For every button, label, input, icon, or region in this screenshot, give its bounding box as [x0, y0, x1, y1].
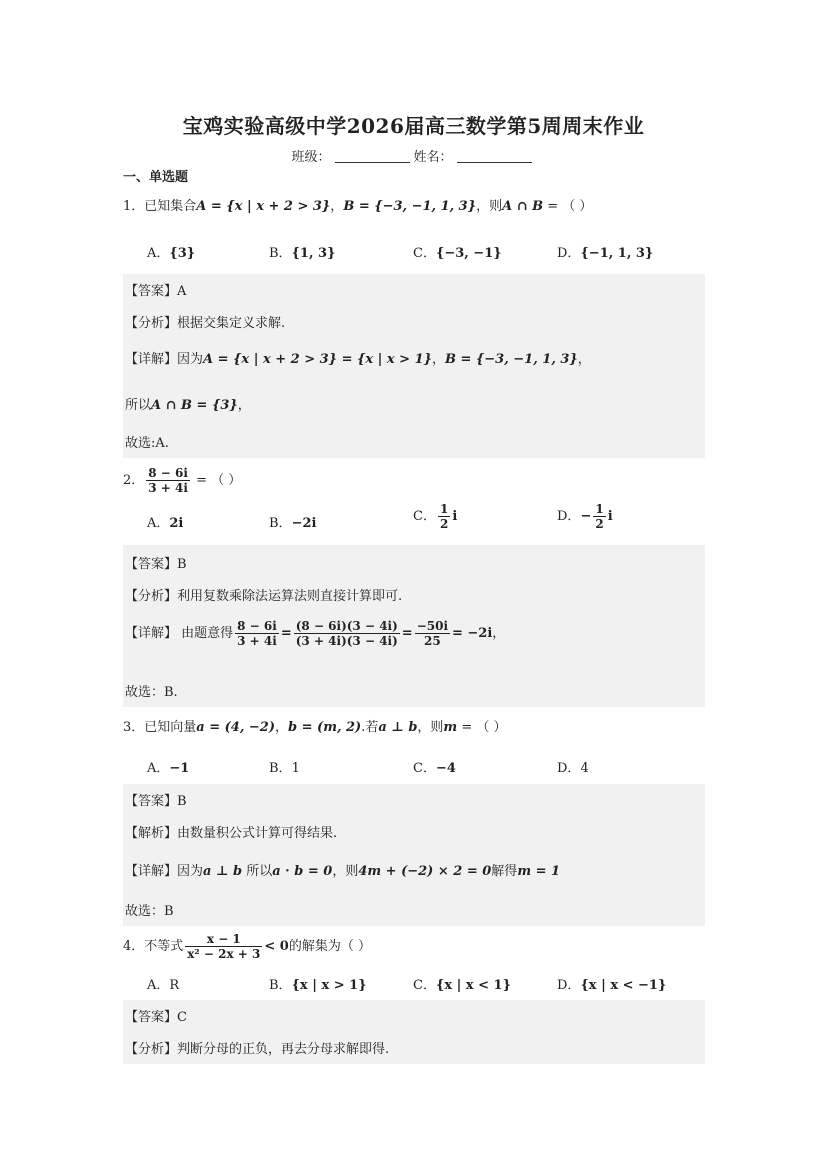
answer: 【答案】A: [125, 284, 187, 299]
choice: 故选：B.: [125, 685, 178, 700]
question-3-stem: 3．已知向量a = (4, −2)，b = (m, 2).若a ⊥ b，则m = （ ）: [123, 720, 507, 735]
answer: 【答案】B: [125, 794, 187, 809]
option-c: C．−4: [413, 761, 456, 776]
name-blank: [457, 150, 532, 163]
option-d: D．4: [557, 761, 589, 776]
answer: 【答案】B: [125, 557, 187, 572]
question-2-solution: [123, 545, 705, 707]
page-title: 宝鸡实验高级中学2026届高三数学第5周周末作业: [182, 114, 645, 138]
class-label: 班级：: [291, 150, 331, 165]
option-b: B．{x | x > 1}: [269, 978, 367, 993]
option-a: A．2i: [147, 516, 184, 531]
fraction: $\frac{8 - 6i}{3 + 4i}$: [148, 466, 188, 495]
option-c: C．{−3, −1}: [413, 246, 502, 261]
detail: 【详解】因为a ⊥ b 所以a · b = 0，则4m + (−2) × 2 = 0解得m = 1: [125, 864, 561, 879]
fraction: $\frac{x - 1}{\text{x² − 2x + 3}}$: [187, 932, 261, 961]
name-label: 姓名：: [413, 150, 453, 165]
set-b-math: B = {−3, −1, 1, 3}: [343, 199, 477, 214]
option-c: C．{x | x < 1}: [413, 978, 511, 993]
question-4-stem: 4．不等式 $\frac{x - 1}{\text{x² − 2x + 3}}$ < 0的解集为（ ）: [123, 932, 371, 961]
analysis: 【分析】根据交集定义求解.: [125, 316, 286, 331]
question-3-options: [147, 757, 707, 779]
choice: 故选：B: [125, 904, 174, 919]
option-a: A．R: [147, 978, 180, 993]
detail-conclusion: 所以A ∩ B = {3}，: [125, 398, 251, 413]
detail: 【详解】 由题意得 $\frac{8 - 6i}{3 + 4i}$ = $\frac{(8 - 6i)(3 - 4i)}{(3 + 4i)(3 - 4i)}$ = $\frac{-50i}{25}$ = −2i，: [125, 619, 506, 648]
student-info-line: [0, 146, 827, 165]
analysis: 【解析】由数量积公式计算可得结果.: [125, 826, 338, 841]
option-b: B．{1, 3}: [269, 246, 336, 261]
question-3-solution: [123, 784, 705, 926]
option-c: C． $\frac{1}{2}$ i: [413, 502, 458, 531]
choice: 故选:A.: [125, 436, 169, 451]
option-b: B．1: [269, 761, 300, 776]
question-2-options: [147, 502, 707, 531]
set-a-math: A = {x | x + 2 > 3}: [196, 199, 331, 214]
answer: 【答案】C: [125, 1010, 187, 1025]
analysis: 【分析】判断分母的正负，再去分母求解即得.: [125, 1042, 390, 1057]
option-b: B．−2i: [269, 516, 317, 531]
detail: 【详解】因为A = {x | x + 2 > 3} = {x | x > 1}，B = {−3, −1, 1, 3}，: [125, 352, 591, 367]
question-1-options: [147, 242, 707, 264]
question-2-stem: 2． $\frac{8 - 6i}{3 + 4i}$ = （ ）: [123, 466, 242, 495]
question-1-solution: [123, 274, 705, 458]
question-4-options: [147, 974, 707, 996]
option-d: D．− $\frac{1}{2}$ i: [557, 502, 613, 531]
class-blank: [335, 150, 410, 163]
analysis: 【分析】利用复数乘除法运算法则直接计算即可.: [125, 589, 403, 604]
question-4-solution: [123, 1000, 705, 1064]
section-heading: 一、单选题: [123, 170, 189, 185]
option-a: A．−1: [147, 761, 190, 776]
option-d: D．{−1, 1, 3}: [557, 246, 654, 261]
option-d: D．{x | x < −1}: [557, 978, 667, 993]
intersection-math: A ∩ B: [502, 199, 544, 214]
option-a: A．{3}: [147, 246, 196, 261]
question-1-stem: 1．已知集合A = {x | x + 2 > 3}，B = {−3, −1, 1, 3}，则A ∩ B = （ ）: [123, 199, 593, 214]
